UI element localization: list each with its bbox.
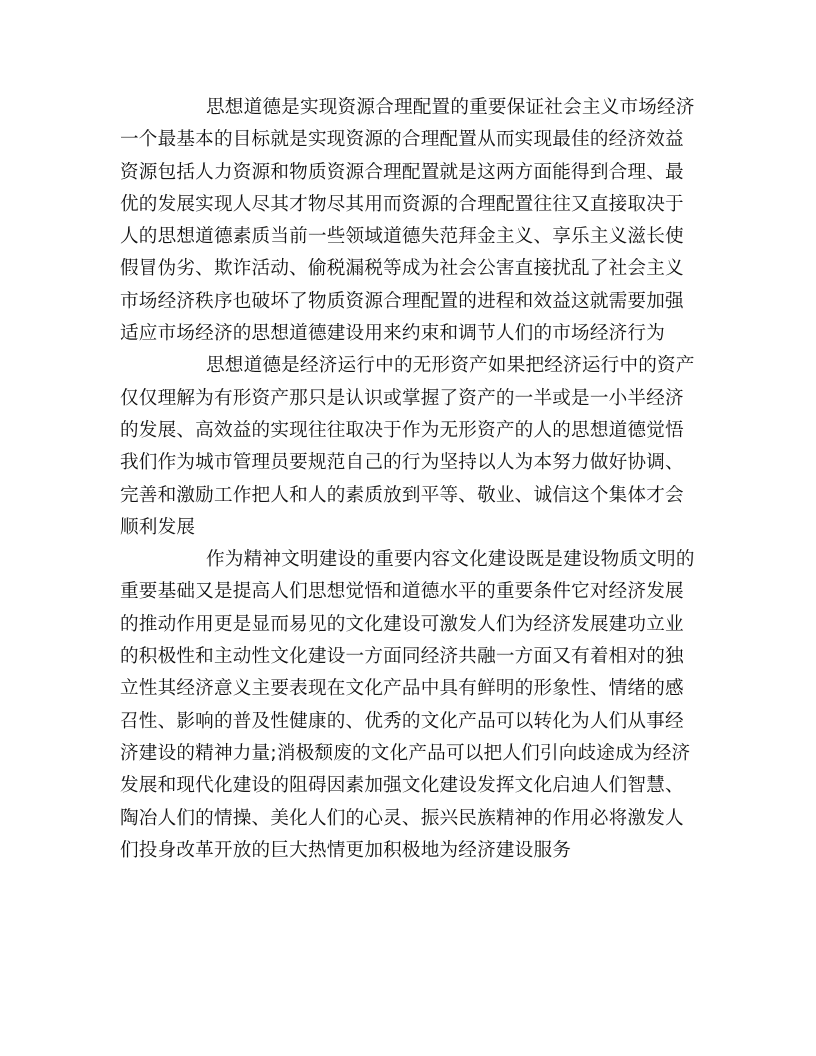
text-line: 作为精神文明建设的重要内容文化建设既是建设物质文明的 — [206, 549, 695, 571]
paragraph-3 — [120, 544, 700, 867]
text-line: 适应市场经济的思想道德建设用来约束和调节人们的市场经济行为 — [120, 323, 666, 345]
text-line: 顺利发展 — [120, 516, 196, 538]
text-line: 完善和激励工作把人和人的素质放到平等、敬业、诚信这个集体才会 — [120, 484, 684, 506]
text-line: 市场经济秩序也破坏了物质资源合理配置的进程和效益这就需要加强 — [120, 290, 684, 312]
text-line: 资源包括人力资源和物质资源合理配置就是这两方面能得到合理、最 — [120, 161, 684, 183]
text-line: 的推动作用更是显而易见的文化建设可激发人们为经济发展建功立业 — [120, 613, 684, 635]
text-line: 人的思想道德素质当前一些领域道德失范拜金主义、享乐主义滋长使 — [120, 226, 684, 248]
text-line: 立性其经济意义主要表现在文化产品中具有鲜明的形象性、情绪的感 — [120, 678, 684, 700]
text-line: 的积极性和主动性文化建设一方面同经济共融一方面又有着相对的独 — [120, 646, 684, 668]
text-line: 思想道德是经济运行中的无形资产如果把经济运行中的资产 — [206, 355, 695, 377]
text-line: 的发展、高效益的实现往往取决于作为无形资产的人的思想道德觉悟 — [120, 419, 684, 441]
text-line: 我们作为城市管理员要规范自己的行为坚持以人为本努力做好协调、 — [120, 452, 684, 474]
text-line: 陶冶人们的情操、美化人们的心灵、振兴民族精神的作用必将激发人 — [120, 807, 684, 829]
document-body — [120, 92, 700, 867]
text-line: 思想道德是实现资源合理配置的重要保证社会主义市场经济 — [206, 97, 695, 118]
text-line: 重要基础又是提高人们思想觉悟和道德水平的重要条件它对经济发展 — [120, 581, 684, 603]
text-line: 一个最基本的目标就是实现资源的合理配置从而实现最佳的经济效益 — [120, 129, 684, 151]
text-line: 召性、影响的普及性健康的、优秀的文化产品可以转化为人们从事经 — [120, 710, 684, 732]
paragraph-1 — [120, 92, 700, 350]
text-line: 假冒伪劣、欺诈活动、偷税漏税等成为社会公害直接扰乱了社会主义 — [120, 258, 684, 280]
text-line: 们投身改革开放的巨大热情更加积极地为经济建设服务 — [120, 839, 572, 861]
text-line: 仅仅理解为有形资产那只是认识或掌握了资产的一半或是一小半经济 — [120, 387, 684, 409]
text-line: 优的发展实现人尽其才物尽其用而资源的合理配置往往又直接取决于 — [120, 193, 684, 215]
text-line: 济建设的精神力量;消极颓废的文化产品可以把人们引向歧途成为经济 — [120, 742, 691, 764]
text-line: 发展和现代化建设的阻碍因素加强文化建设发挥文化启迪人们智慧、 — [120, 775, 684, 797]
paragraph-2 — [120, 350, 700, 544]
